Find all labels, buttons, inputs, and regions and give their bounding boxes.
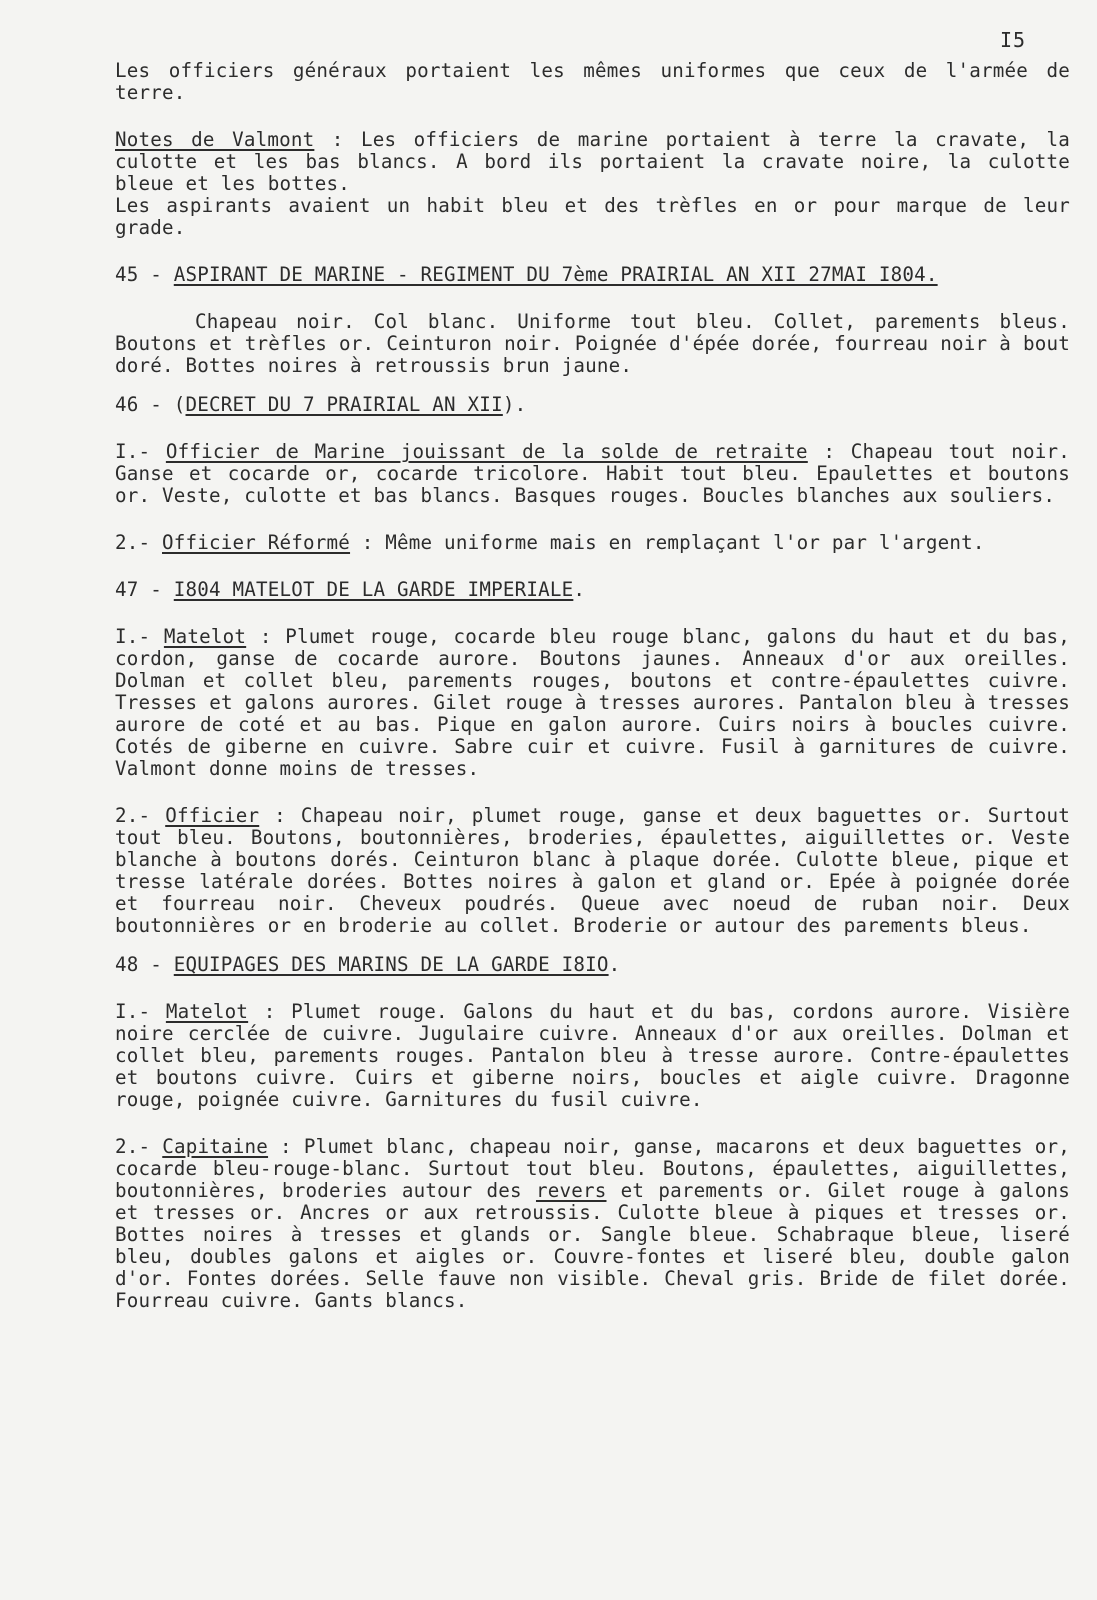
item-label: Officier	[165, 804, 260, 827]
item-text: : Même uniforme mais en remplaçant l'or par l'argent.	[350, 531, 985, 554]
section-45-heading	[115, 264, 1070, 286]
item-label: Matelot	[163, 625, 247, 648]
notes-label: Notes de Valmont	[115, 128, 315, 151]
item-label: Matelot	[165, 1000, 249, 1023]
item-text-b: et parements or. Gilet rouge à galons et tresses or. Ancres or aux retroussis. Culotte bleue à piques et tresses or. Bottes noires à tresses et glands or. Sangle bleue. Schabraque bleue, liseré bleu, doubles galons et aigles or. Couvre-fontes et liseré bleu, double galon d'or. Fontes dorées. Selle fauve non visible. Cheval gris. Bride de filet dorée. Fourreau cuivre. Gants blancs.	[115, 1179, 1070, 1312]
section-47-close: .	[573, 578, 586, 601]
intro-paragraph: Les officiers généraux portaient les mêmes uniformes que ceux de l'armée de terre.	[115, 59, 1070, 104]
section-48-close: .	[608, 953, 621, 976]
section-48-item-1	[115, 1001, 1070, 1111]
item-number: 2.-	[115, 804, 166, 827]
item-number: I.-	[115, 440, 166, 463]
item-text: : Chapeau noir, plumet rouge, ganse et deux baguettes or. Surtout tout bleu. Boutons, boutonnières, broderies, épaulettes, aiguillettes or. Veste blanche à boutons dorés. Ceinturon blanc à plaque dorée. Culotte bleue, pique et tresse latérale dorées. Bottes noires à galon et gland or. Epée à poignée dorée et fourreau noir. Cheveux poudrés. Queue avec noeud de ruban noir. Deux boutonnières or en broderie au collet. Broderie or autour des parements bleus.	[115, 804, 1070, 937]
item-text: : Chapeau tout noir. Ganse et cocarde or, cocarde tricolore. Habit tout bleu. Epaulettes et boutons or. Veste, culotte et bas blancs. Basques rouges. Boucles blanches aux souliers.	[115, 440, 1070, 507]
section-48-item-2	[115, 1136, 1070, 1312]
item-text: : Plumet rouge. Galons du haut et du bas, cordons aurore. Visière noire cerclée de cuivre. Jugulaire cuivre. Anneaux d'or aux oreilles. Dolman et collet bleu, parements rouges. Pantalon bleu à tresse aurore. Contre-épaulettes et boutons cuivre. Cuirs et giberne noirs, boucles et aigle cuivre. Dragonne rouge, poignée cuivre. Garnitures du fusil cuivre.	[115, 1000, 1071, 1111]
section-45-number: 45 -	[115, 263, 174, 286]
section-48-number: 48 -	[115, 953, 174, 976]
section-45-title: ASPIRANT DE MARINE - REGIMENT DU 7ème PRAIRIAL AN XII 27MAI I804.	[173, 263, 938, 286]
item-text: : Plumet rouge, cocarde bleu rouge blanc, galons du haut et du bas, cordon, ganse de cocarde aurore. Boutons jaunes. Anneaux d'or aux oreilles. Dolman et collet bleu, parements rouges, boutons et contre-épaulettes cuivre. Tresses et galons aurores. Gilet rouge à tresses aurores. Pantalon bleu à tresses aurore de coté et au bas. Pique en galon aurore. Cuirs noirs à boucles cuivre. Cotés de giberne en cuivre. Sabre cuir et cuivre. Fusil à garnitures de cuivre. Valmont donne moins de tresses.	[115, 625, 1070, 780]
section-47-item-1	[115, 626, 1070, 780]
section-46-item-1	[115, 441, 1070, 507]
item-label: Officier de Marine jouissant de la solde de retraite	[165, 440, 808, 463]
section-48-title: EQUIPAGES DES MARINS DE LA GARDE I8IO	[173, 953, 609, 976]
section-47-heading	[115, 579, 1070, 601]
section-46-title: DECRET DU 7 PRAIRIAL AN XII	[185, 393, 503, 416]
item-number: I.-	[115, 1000, 166, 1023]
section-46-number: 46 - (	[115, 393, 186, 416]
section-46-heading	[115, 394, 1070, 416]
notes-paragraph-2: Les aspirants avaient un habit bleu et des trèfles en or pour marque de leur grade.	[115, 194, 1070, 239]
item-label: Officier Réformé	[162, 531, 351, 554]
item-number: I.-	[115, 625, 164, 648]
section-46-close: ).	[502, 393, 527, 416]
section-47-title: I804 MATELOT DE LA GARDE IMPERIALE	[173, 578, 574, 601]
item-text-a: : Plumet blanc, chapeau noir, ganse, macarons et deux baguettes or, cocarde bleu-rouge-blanc. Surtout tout bleu. Boutons, épaulettes, aiguillettes, boutonnières, broderies autour des	[115, 1135, 1070, 1202]
section-46-item-2	[115, 532, 1070, 554]
notes-text: : Les officiers de marine portaient à terre la cravate, la culotte et les bas blancs. A bord ils portaient la cravate noire, la culotte bleue et les bottes.	[115, 128, 1071, 195]
item-number: 2.-	[115, 531, 163, 554]
section-48-heading	[115, 954, 1070, 976]
section-47-item-2	[115, 805, 1070, 937]
section-47-number: 47 -	[115, 578, 174, 601]
page-number: I5	[1000, 28, 1027, 52]
item-number: 2.-	[115, 1135, 163, 1158]
page-body	[115, 60, 1070, 1312]
notes-paragraph	[115, 129, 1070, 195]
section-45-text: Chapeau noir. Col blanc. Uniforme tout bleu. Collet, parements bleus. Boutons et trèfles or. Ceinturon noir. Poignée d'épée dorée, fourreau noir à bout doré. Bottes noires à retroussis brun jaune.	[115, 310, 1070, 377]
item-text-underlined: revers	[535, 1179, 607, 1202]
item-label: Capitaine	[162, 1135, 269, 1158]
